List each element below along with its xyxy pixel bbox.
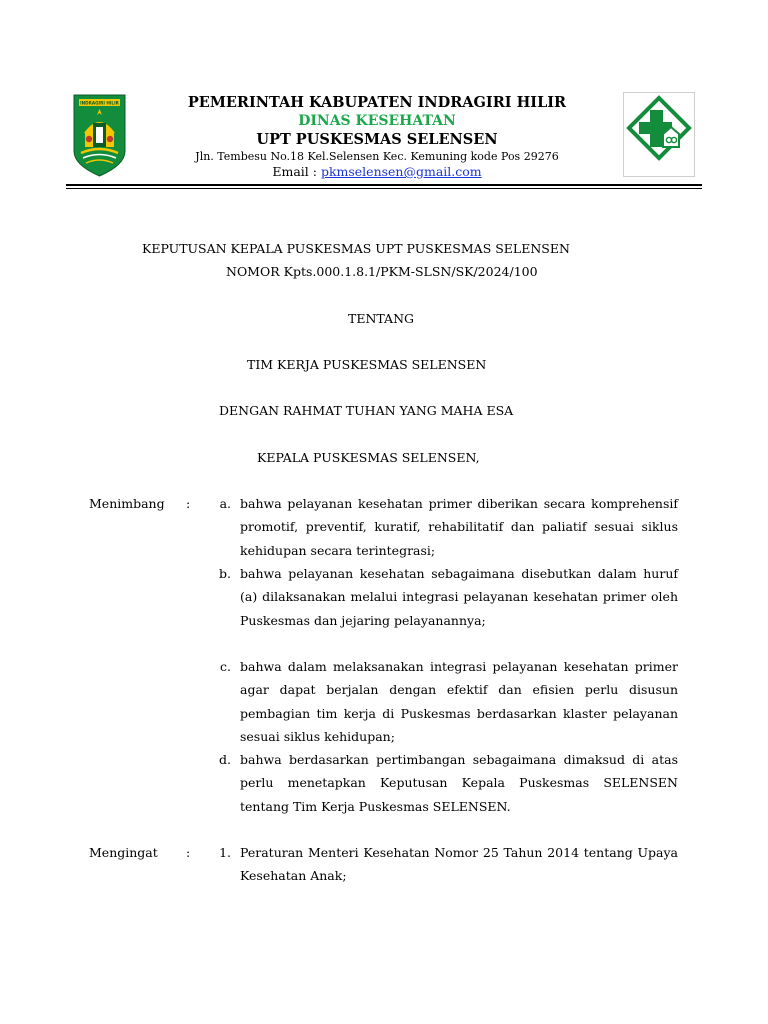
letterhead-email-line [130, 164, 624, 180]
tentang-heading: TENTANG [348, 311, 415, 326]
mengingat-marker-1: 1. [219, 845, 231, 860]
rahmat-heading: DENGAN RAHMAT TUHAN YANG MAHA ESA [219, 403, 514, 418]
menimbang-marker-c: c. [220, 659, 231, 674]
menimbang-colon: : [186, 496, 191, 511]
email-label: Email : [272, 164, 321, 179]
letterhead [130, 92, 624, 180]
decree-title: KEPUTUSAN KEPALA PUSKESMAS UPT PUSKESMAS SELENSEN [142, 241, 570, 256]
indragiri-hilir-crest-logo [71, 93, 128, 178]
decree-subject: TIM KERJA PUSKESMAS SELENSEN [247, 357, 487, 372]
mengingat-colon: : [186, 845, 191, 860]
kepala-heading: KEPALA PUSKESMAS SELENSEN, [257, 450, 480, 465]
menimbang-marker-b: b. [219, 566, 231, 581]
puskesmas-logo [623, 92, 695, 177]
mengingat-item-1: Peraturan Menteri Kesehatan Nomor 25 Tahun 2014 tentang Upaya Kesehatan Anak; [240, 845, 678, 884]
letterhead-address: Jln. Tembesu No.18 Kel.Selensen Kec. Kemuning kode Pos 29276 [195, 150, 559, 163]
menimbang-item-d: bahwa berdasarkan pertimbangan sebagaimana dimaksud di atas perlu menetapkan Keputusan Kepala Puskesmas SELENSEN tentang Tim Kerja Puskesmas SELENSEN. [240, 752, 678, 814]
menimbang-item-c: bahwa dalam melaksanakan integrasi pelayanan kesehatan primer agar dapat berjalan dengan efektif dan efisien perlu disusun pembagian tim kerja di Puskesmas berdasarkan klaster pelayanan sesuai siklus kehidupan; [240, 659, 678, 744]
menimbang-label: Menimbang [89, 496, 165, 511]
letterhead-agency: DINAS KESEHATAN [298, 113, 456, 129]
letterhead-government: PEMERINTAH KABUPATEN INDRAGIRI HILIR [187, 94, 567, 111]
menimbang-item-a: bahwa pelayanan kesehatan primer diberikan secara komprehensif promotif, preventif, kuratif, rehabilitatif dan paliatif sesuai siklus kehidupan secara terintegrasi; [240, 496, 678, 558]
letterhead-divider [66, 184, 702, 186]
menimbang-marker-a: a. [219, 496, 231, 511]
menimbang-marker-d: d. [219, 752, 231, 767]
email-link[interactable]: pkmselensen@gmail.com [320, 164, 482, 179]
letterhead-divider-thin [66, 188, 702, 189]
menimbang-item-b: bahwa pelayanan kesehatan sebagaimana disebutkan dalam huruf (a) dilaksanakan melalui integrasi pelayanan kesehatan primer oleh Puskesmas dan jejaring pelayanannya; [240, 566, 678, 628]
mengingat-label: Mengingat [89, 845, 158, 860]
crest-banner-text: INDRAGIRI HILIR [80, 100, 119, 106]
decree-number: NOMOR Kpts.000.1.8.1/PKM-SLSN/SK/2024/100 [226, 264, 538, 279]
letterhead-unit: UPT PUSKESMAS SELENSEN [256, 131, 498, 148]
